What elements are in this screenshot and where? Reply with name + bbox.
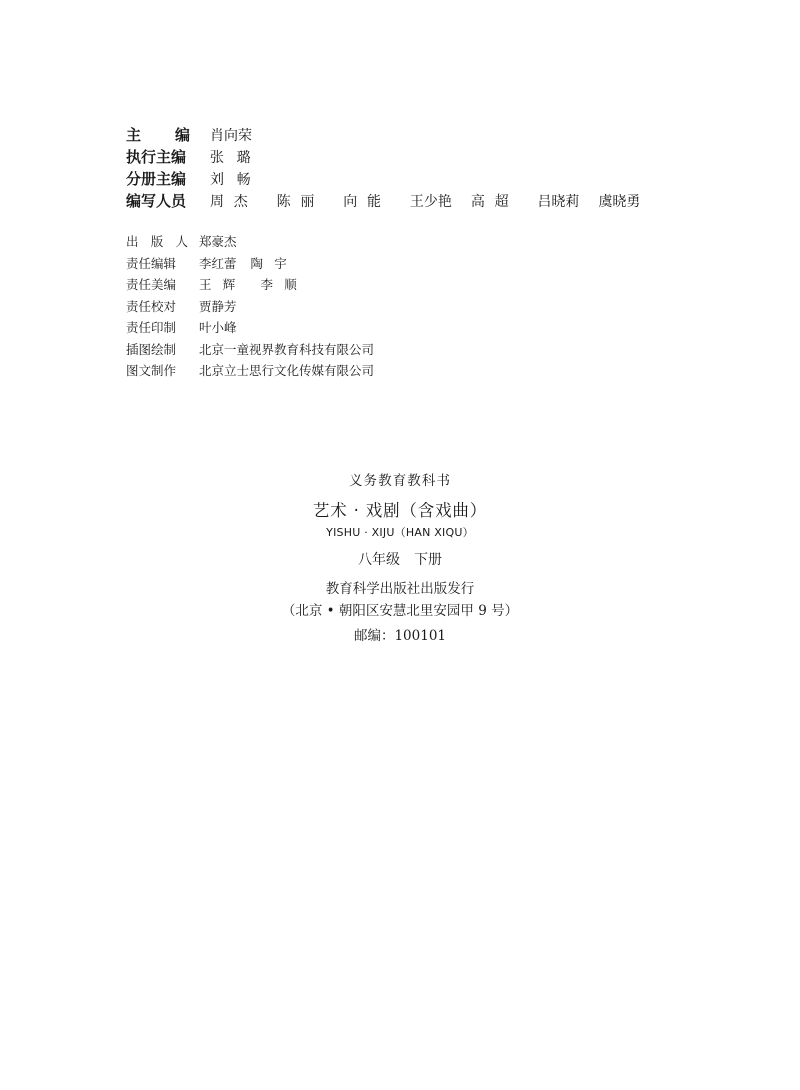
person-names bbox=[199, 318, 251, 336]
role-label: 图文制作 bbox=[126, 363, 177, 378]
grade-line bbox=[0, 549, 800, 569]
postcode: 邮编：100101 bbox=[353, 628, 447, 644]
person-names bbox=[210, 191, 659, 211]
person-name: 陈丽 bbox=[276, 194, 325, 210]
staff-row bbox=[126, 361, 388, 383]
person-names bbox=[199, 254, 312, 272]
person-name: 北京立士思行文化传媒有限公司 bbox=[199, 363, 375, 378]
role-label: 责任校对 bbox=[126, 298, 177, 314]
person-names bbox=[199, 275, 322, 293]
person-name: 肖向荣 bbox=[210, 128, 252, 144]
person-names bbox=[199, 232, 251, 250]
role-label: 插图绘制 bbox=[126, 341, 177, 357]
editor-row bbox=[126, 190, 659, 212]
publisher-line: 教育科学出版社出版发行 bbox=[325, 581, 475, 597]
person-name: 李顺 bbox=[260, 277, 309, 292]
person-name: 向能 bbox=[343, 194, 391, 210]
role-label: 责任编辑 bbox=[126, 255, 177, 271]
role-label: 主 编 bbox=[126, 126, 190, 144]
series-name: 义务教育教科书 bbox=[348, 473, 452, 489]
role-label: 分册主编 bbox=[126, 170, 187, 188]
role-label: 责任印制 bbox=[126, 320, 177, 335]
person-name: 贾静芳 bbox=[199, 298, 237, 314]
editor-row bbox=[126, 146, 659, 168]
person-name: 王少艳 bbox=[409, 194, 452, 210]
book-title: 艺术 · 戏剧（含戏曲） bbox=[312, 501, 488, 520]
person-names bbox=[199, 297, 251, 315]
person-name: 王辉 bbox=[199, 277, 247, 292]
person-name: 李红蕾 bbox=[199, 255, 237, 271]
editor-row bbox=[126, 124, 659, 146]
person-name: 郑豪杰 bbox=[199, 234, 237, 249]
staff-row bbox=[126, 297, 388, 319]
staff-row bbox=[126, 318, 388, 340]
role-label: 出 版 人 bbox=[126, 234, 188, 249]
book-title-pinyin: YISHU · XIJU（HAN XIQU） bbox=[326, 526, 474, 539]
person-names bbox=[210, 125, 274, 145]
staff-row bbox=[126, 232, 388, 254]
editors-block bbox=[126, 124, 659, 212]
person-name: 吕晓莉 bbox=[537, 194, 580, 210]
volume-label: 下册 bbox=[414, 552, 442, 568]
staff-block bbox=[126, 232, 388, 383]
person-name: 高超 bbox=[470, 194, 519, 210]
staff-row bbox=[126, 254, 388, 276]
person-names bbox=[199, 340, 388, 358]
grade-label: 八年级 bbox=[358, 552, 400, 568]
editor-row bbox=[126, 168, 659, 190]
publisher-address: （北京 • 朝阳区安慧北里安园甲 9 号） bbox=[281, 603, 519, 619]
person-name: 张璐 bbox=[210, 150, 264, 166]
staff-row bbox=[126, 275, 388, 297]
person-name: 叶小峰 bbox=[199, 320, 237, 335]
person-names bbox=[199, 361, 388, 379]
person-name: 周杰 bbox=[210, 194, 258, 210]
person-name: 刘畅 bbox=[210, 172, 264, 188]
person-name: 北京一童视界教育科技有限公司 bbox=[199, 341, 375, 357]
staff-row bbox=[126, 340, 388, 362]
person-name: 虞晓勇 bbox=[598, 194, 641, 210]
person-names bbox=[210, 147, 285, 167]
person-names bbox=[210, 169, 285, 189]
role-label: 责任美编 bbox=[126, 277, 177, 292]
role-label: 执行主编 bbox=[126, 148, 187, 166]
person-name: 陶宇 bbox=[250, 255, 299, 271]
role-label: 编写人员 bbox=[126, 192, 187, 210]
